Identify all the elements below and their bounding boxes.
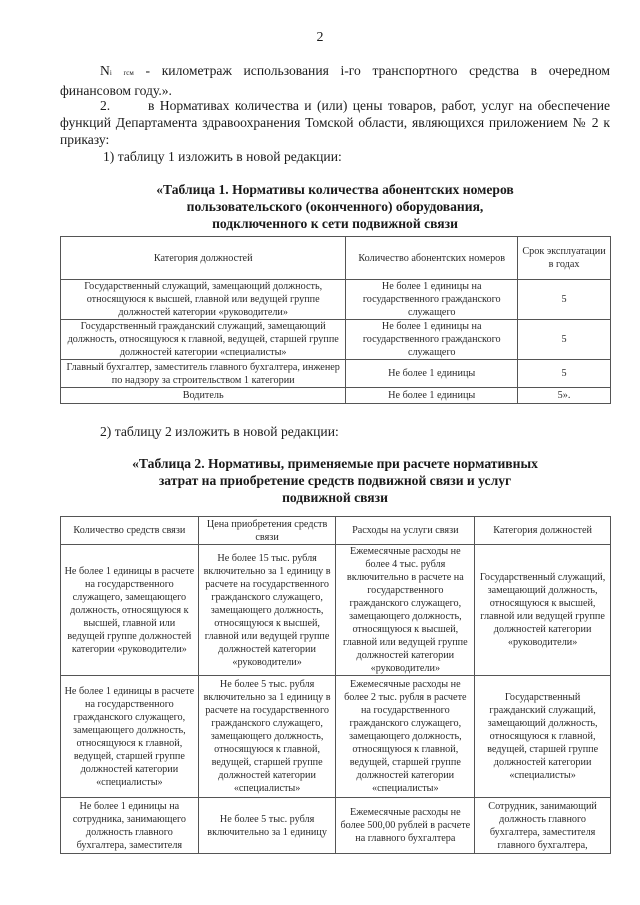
- item-2-text: в Нормативах количества и (или) цены товаров, работ, услуг на обеспечение функций Департамента здравоохранения Томской области, являющихся приложением № 2 к приказу:: [60, 98, 611, 147]
- table-row: [61, 360, 611, 388]
- table2-cell-category: Государственный служащий, замещающий должность, относящуюся к высшей, главной или ведущей группе должностей категории «руководители»: [475, 545, 611, 676]
- table2: [60, 516, 611, 854]
- table2-cell-expenses: Ежемесячные расходы не более 500,00 рублей в расчете на главного бухгалтера: [336, 798, 475, 854]
- table1-header-count: Количество абонентских номеров: [346, 237, 518, 280]
- table2-cell-expenses: Ежемесячные расходы не более 4 тыс. рубля включительно в расчете на государственного гражданского служащего, замещающего должность, относящуюся к высшей, главной или ведущей группе должностей категории «руководители»: [336, 545, 475, 676]
- table-row: [61, 798, 611, 854]
- table2-cell-quantity: Не более 1 единицы на сотрудника, занимающего должность главного бухгалтера, заместителя: [61, 798, 199, 854]
- table2-cell-quantity: Не более 1 единицы в расчете на государственного гражданского служащего, замещающего должность, относящуюся к главной, ведущей, старшей группе должностей категории «специалисты»: [61, 676, 199, 798]
- table1-cell-count: Не более 1 единицы: [346, 388, 518, 404]
- table1-header-category: Категория должностей: [61, 237, 346, 280]
- table1-cell-term: 5».: [518, 388, 611, 404]
- table1-cell-term: 5: [518, 280, 611, 320]
- table-row: [61, 320, 611, 360]
- table2-caption-line1: «Таблица 2. Нормативы, применяемые при расчете нормативных: [132, 456, 538, 471]
- table1-cell-category: Государственный служащий, замещающий должность, относящуюся к высшей, главной или ведущей группе должностей категории «руководители»: [61, 280, 346, 320]
- symbol-sub-i: i: [109, 69, 112, 77]
- table2-cell-expenses: Ежемесячные расходы не более 2 тыс. рубля в расчете на государственного гражданского служащего, замещающего должность, относящуюся к главной, ведущей, старшей группе должностей категории «специалисты»: [336, 676, 475, 798]
- table2-cell-price: Не более 5 тыс. рубля включительно за 1 единицу в расчете на государственного гражданского служащего, замещающего должность, относящуюся к главной, ведущей, старшей группе должностей категории «специалисты»: [198, 676, 336, 798]
- table1-cell-category: Водитель: [61, 388, 346, 404]
- table2-cell-category: Сотрудник, занимающий должность главного бухгалтера, заместителя главного бухгалтера,: [475, 798, 611, 854]
- table2-cell-quantity: Не более 1 единицы в расчете на государственного служащего, замещающего должность, относящуюся к высшей, главной или ведущей группе должностей категории «руководители»: [61, 545, 199, 676]
- table1-header-term: Срок эксплуатации в годах: [518, 237, 611, 280]
- paragraph-subitem-2: 2) таблицу 2 изложить в новой редакции:: [100, 424, 339, 439]
- table2-header-expenses: Расходы на услуги связи: [336, 517, 475, 545]
- table1: [60, 236, 611, 404]
- table2-caption-line2: затрат на приобретение средств подвижной связи и услуг: [158, 473, 512, 488]
- table1-cell-count: Не более 1 единицы на государственного гражданского служащего: [346, 280, 518, 320]
- paragraph-subitem-1: 1) таблицу 1 изложить в новой редакции:: [103, 149, 342, 164]
- table-row: [61, 676, 611, 798]
- paragraph-item-2: [60, 97, 610, 148]
- symbol-sub-gsm: гсм: [123, 69, 134, 77]
- table-row: [61, 388, 611, 404]
- table1-caption-line2: пользовательского (оконченного) оборудования,: [186, 199, 484, 214]
- table2-header-category: Категория должностей: [475, 517, 611, 545]
- table2-cell-price: Не более 15 тыс. рубля включительно за 1 единицу в расчете на государственного гражданского служащего, замещающего должность, относящуюся к высшей, главной или ведущей группе должностей категории «руководители»: [198, 545, 336, 676]
- table1-cell-term: 5: [518, 360, 611, 388]
- page-number: 2: [316, 30, 324, 45]
- table1-cell-category: Главный бухгалтер, заместитель главного бухгалтера, инженер по надзору за строительством 1 категории: [61, 360, 346, 388]
- table1-cell-category: Государственный гражданский служащий, замещающий должность, относящуюся к главной, ведущей, старшей группе должностей категории «специалисты»: [61, 320, 346, 360]
- table2-header-row: [61, 517, 611, 545]
- table2-header-price: Цена приобретения средств связи: [198, 517, 336, 545]
- table2-caption: [60, 455, 610, 506]
- table-row: [61, 280, 611, 320]
- table1-cell-term: 5: [518, 320, 611, 360]
- table1-caption-line3: подключенного к сети подвижной связи: [212, 216, 458, 231]
- table2-caption-line3: подвижной связи: [282, 490, 388, 505]
- paragraph-mileage-definition: [60, 62, 610, 99]
- table1-cell-count: Не более 1 единицы: [346, 360, 518, 388]
- item-number: 2.: [100, 98, 111, 113]
- table1-header-row: [61, 237, 611, 280]
- table2-cell-price: Не более 5 тыс. рубля включительно за 1 единицу: [198, 798, 336, 854]
- table2-cell-category: Государственный гражданский служащий, замещающий должность, относящуюся к главной, ведущей, старшей группе должностей категории «специалисты»: [475, 676, 611, 798]
- mileage-definition-text: - километраж использования i-го транспортного средства в очередном финансовом году.».: [60, 63, 610, 98]
- table1-cell-count: Не более 1 единицы на государственного гражданского служащего: [346, 320, 518, 360]
- symbol-n: N: [100, 63, 110, 78]
- table2-header-quantity: Количество средств связи: [61, 517, 199, 545]
- table1-caption: [60, 181, 610, 232]
- table-row: [61, 545, 611, 676]
- table1-caption-line1: «Таблица 1. Нормативы количества абонентских номеров: [156, 182, 514, 197]
